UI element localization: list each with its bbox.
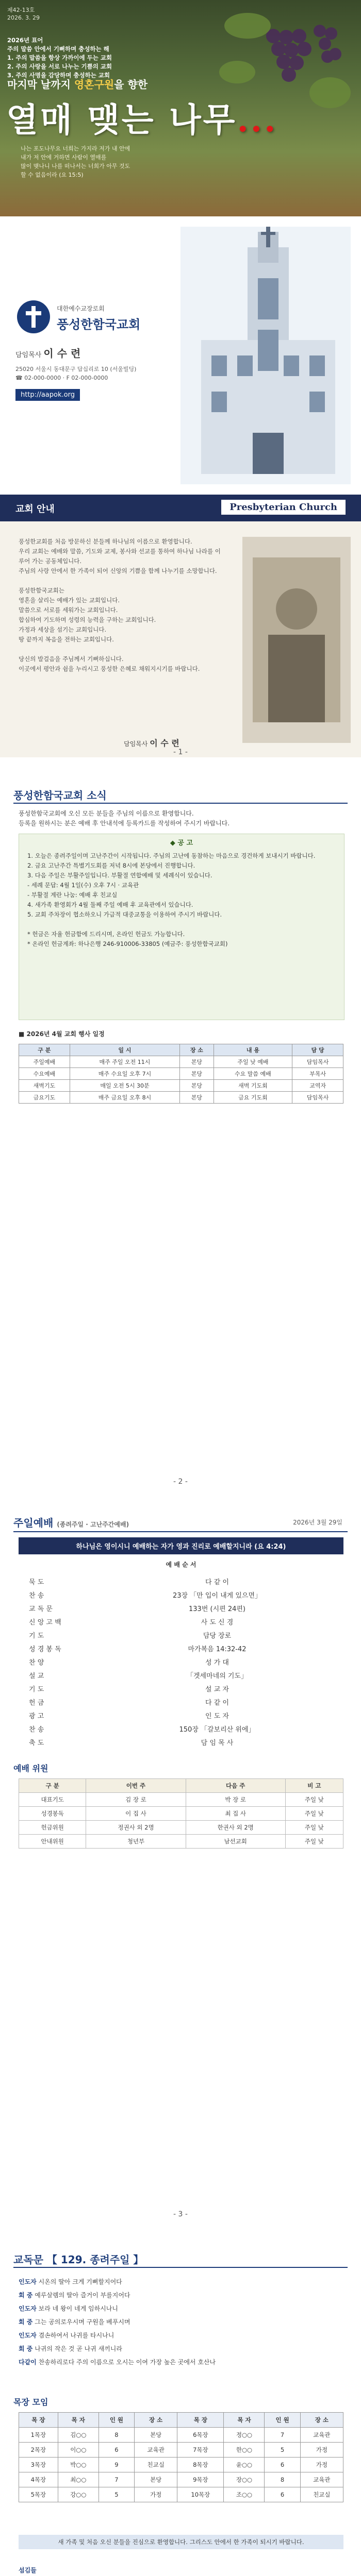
senior-pastor: 담임목사 이 수 련	[15, 347, 81, 360]
worship-committee-title: 예배 위원	[13, 1764, 48, 1773]
cell: 주일 낮	[285, 1807, 343, 1821]
cell: 5목장	[19, 2487, 58, 2502]
table-row	[19, 2443, 343, 2458]
cell: 6	[265, 2458, 300, 2472]
notice-box	[19, 834, 344, 1020]
header-cell: 장 소	[135, 2413, 177, 2428]
cell: 정○○	[224, 2428, 265, 2443]
section-bar	[0, 495, 361, 521]
cell: 새벽 기도회	[214, 1080, 292, 1092]
cell: 수요 말씀 예배	[214, 1068, 292, 1080]
cell: 1목장	[19, 2428, 58, 2443]
news-lead: 풍성한함국교회에 오신 모든 분들을 주님의 이름으로 환영합니다. 등록을 원하시는 분은 예배 후 안내석에 등록카드를 작성하여 주시기 바랍니다.	[19, 810, 230, 827]
cell: 정권사 외 2명	[86, 1821, 186, 1835]
table-row	[19, 1056, 343, 1068]
cell: 부목사	[292, 1068, 343, 1080]
worship-committee-table	[19, 1778, 343, 1849]
order-label: 예 배 순 서	[166, 1561, 196, 1568]
cell: 한권사 외 2명	[186, 1821, 285, 1835]
cell: 이○○	[58, 2443, 99, 2458]
cell: 김 장 로	[86, 1793, 186, 1807]
schedule-table	[19, 1044, 343, 1104]
cell: 친교실	[300, 2487, 343, 2502]
schedule-title: ■ 2026년 4월 교회 행사 일정	[19, 1030, 105, 1038]
cover-heading: 마지막 날까지 영혼구원을 향한	[7, 78, 148, 91]
table-row	[19, 1793, 343, 1807]
table-row	[19, 1835, 343, 1849]
worship-title: 주일예배 (종려주일 · 고난주간예배)	[13, 1517, 129, 1529]
intro-text: 풍성한교회를 처음 방문하신 분들께 하나님의 이름으로 환영합니다. 우리 교회는 예배와 말씀, 기도와 교제, 봉사와 선교를 통하여 하나님 나라를 이루어 가는 공동체입니다. 주님의 사랑 안에서 한 가족이 되어 신앙의 기쁨을 함께 나누기를 소망합니다. 풍성한함국교회는 영혼을 살리는 예배가 있는 교회입니다. 말씀으로 서로를 세워가는 교회입니다. 합심하여 기도하며 성령의 능력을 구하는 교회입니다. 가정과 세상을 섬기는 교회입니다. 땅 끝까지 복음을 전하는 교회입니다. 당신의 발걸음을 주님께서 기뻐하십니다. 이곳에서 평안과 쉼을 누리시고 풍성한 은혜로 채워지시기를 바랍니다.	[19, 538, 221, 672]
cell: 9목장	[177, 2472, 224, 2487]
cell: 안내위원	[19, 1835, 86, 1849]
offer-header-row	[19, 2413, 343, 2428]
cell: 강○○	[58, 2487, 99, 2502]
cell: 새벽기도	[19, 1080, 70, 1092]
title-divider	[13, 2267, 348, 2268]
pastor-photo-image	[242, 537, 351, 743]
cell: 2목장	[19, 2443, 58, 2458]
reading-line: 인도자 시온의 딸아 크게 기뻐할지어다	[19, 2278, 122, 2285]
cover-verse: 나는 포도나무요 너희는 가지라 저가 내 안에 내가 저 안에 거하면 사람이 열매를 많이 맺나니 나를 떠나서는 너희가 아무 것도 할 수 없음이라 (요 15:5)	[21, 145, 130, 178]
committee-header-row	[19, 1779, 343, 1793]
intro-signature: 담임목사 이 수 련	[124, 738, 179, 748]
cell: 교육관	[300, 2428, 343, 2443]
announcement-heading: 섬김들	[19, 2567, 37, 2574]
cell: 8	[99, 2428, 134, 2443]
cell: 김○○	[58, 2428, 99, 2443]
bulletin-page-4	[0, 2226, 361, 2576]
cell: 금요 기도회	[214, 1092, 292, 1104]
cell: 윤○○	[224, 2458, 265, 2472]
schedule-header-row	[19, 1044, 343, 1056]
cell-group-table	[19, 2412, 343, 2502]
page-number-3: - 3 -	[173, 2210, 188, 2218]
table-row	[19, 1080, 343, 1092]
church-name: 풍성한함국교회	[57, 317, 141, 332]
page-number-2: - 2 -	[173, 1478, 188, 1486]
header-cell: 다음 주	[186, 1779, 285, 1793]
header-cell: 목 자	[58, 2413, 99, 2428]
cell-group-title: 목장 모임	[13, 2397, 48, 2407]
table-row	[19, 2487, 343, 2502]
presbyterian-badge: Presbyterian Church	[221, 500, 346, 515]
title-divider	[13, 1531, 348, 1532]
cell: 한○○	[224, 2443, 265, 2458]
cell: 금요기도	[19, 1092, 70, 1104]
cell: 9	[99, 2458, 134, 2472]
header-cell: 목 장	[19, 2413, 58, 2428]
title-divider	[13, 803, 348, 804]
cell: 주일 낮	[285, 1821, 343, 1835]
church-address: 25020 서울시 동대문구 답십리로 10 (서울빌딩) ☎ 02-000-0000 · F 02-000-0000	[15, 366, 137, 381]
motto-text: 2026년 표어 주의 말씀 안에서 기뻐하며 충성하는 해 1. 주의 말씀을 항상 가까이에 두는 교회 2. 주의 사랑을 서로 나누는 기쁨의 교회 3. 주의 사명을 감당하며 충성하는 교회	[7, 37, 112, 79]
cell: 5	[99, 2487, 134, 2502]
cell: 가정	[135, 2487, 177, 2502]
table-row	[19, 1821, 343, 1835]
announcements-list	[19, 2561, 343, 2576]
bulletin-page-3: 주일예배 (종려주일 · 고난주간예배) 2026년 3월 29일 하나님은 영이시니 예배하는 자가 영과 진리로 예배할지니라 (요 4:24) 예 배 순 서 묵 도 다 같 이 찬 송 23장 「만 입이 내게 있으면」 교 독 문 133번 (시편 24편) 신 앙 고 백 사 도 신 경 기 도 담당 장로 성 경 봉 독 마가복음 14:32-42 찬 양 성 가 대 설 교 「겟세마네의 기도」 기 도 설 교 자 헌 금 다 같 이 광 고 인 도 자 찬 송 150장 「갈보리산 위에」 축 도 담 임 목 사 예배 위원 구 분 이번 주 다음 주 비 고 대표기도 김 장 로 박 장 로 주일 낮 성경봉독 이 집 사 최 집 사 주일 낮 헌금위원 정권사 외 2명 한권사 외 2명 주일 낮 안내위원 청년부 남선교회 주일 낮 - 3 -	[0, 1494, 361, 2226]
cell: 7	[99, 2472, 134, 2487]
cell: 주일예배	[19, 1056, 70, 1068]
reading-line: 다같이 찬송하리로다 주의 이름으로 오시는 이여 가장 높은 곳에서 호산나	[19, 2359, 216, 2366]
cell: 수요예배	[19, 1068, 70, 1080]
cell: 6목장	[177, 2428, 224, 2443]
cover-hero	[0, 0, 361, 216]
table-row	[19, 2458, 343, 2472]
cell: 5	[265, 2443, 300, 2458]
cell: 성경봉독	[19, 1807, 86, 1821]
schedule-header: 담 당	[292, 1044, 343, 1056]
cell: 본당	[135, 2472, 177, 2487]
cell: 담임목사	[292, 1092, 343, 1104]
header-cell: 비 고	[285, 1779, 343, 1793]
cell: 친교실	[135, 2458, 177, 2472]
cover-title: 열매 맺는 나무...	[6, 101, 278, 140]
cell: 최○○	[58, 2472, 99, 2487]
church-introduction	[0, 521, 361, 757]
cell: 조○○	[224, 2487, 265, 2502]
header-cell: 장 소	[300, 2413, 343, 2428]
cell: 헌금위원	[19, 1821, 86, 1835]
cell: 본당	[135, 2428, 177, 2443]
cell: 남선교회	[186, 1835, 285, 1849]
header-cell: 인 원	[99, 2413, 134, 2428]
cell: 3목장	[19, 2458, 58, 2472]
reading-line: 회 중 예루살렘의 딸아 즐거이 부를지어다	[19, 2292, 130, 2299]
cell: 본당	[180, 1068, 214, 1080]
cell: 이 집 사	[86, 1807, 186, 1821]
notice-body: 1. 오늘은 종려주일이며 고난주간이 시작됩니다. 주님의 고난에 동참하는 마음으로 경건하게 보내시기 바랍니다. 2. 금요 고난주간 특별기도회를 저녁 8시에 본당에서 진행합니다. 3. 다음 주일은 부활주일입니다. 부활절 연합예배 및 세례식이 있습니다. - 세례 문답: 4월 1일(수) 오후 7시 · 교육관 - 부활절 계란 나눔: 예배 후 친교실 4. 새가족 환영회가 4월 둘째 주일 예배 후 교육관에서 있습니다. 5. 교회 주차장이 협소하오니 가급적 대중교통을 이용하여 주시기 바랍니다. * 헌금은 자율 헌금함에 드리시며, 온라인 헌금도 가능합니다. * 온라인 헌금계좌: 하나은행 246-910006-33805 (예금주: 풍성한함국교회)	[27, 852, 316, 947]
cell: 8	[265, 2472, 300, 2487]
cell: 가정	[300, 2443, 343, 2458]
cell: 8목장	[177, 2458, 224, 2472]
worship-banner: 하나님은 영이시니 예배하는 자가 영과 진리로 예배할지니라 (요 4:24)	[19, 1537, 343, 1554]
cell: 6	[265, 2487, 300, 2502]
cell: 최 집 사	[186, 1807, 285, 1821]
cell: 대표기도	[19, 1793, 86, 1807]
church-guide-label: 교회 안내	[15, 504, 55, 515]
cell: 6	[99, 2443, 134, 2458]
cell: 본당	[180, 1092, 214, 1104]
church-info	[0, 216, 361, 495]
reading-line: 회 중 그는 공의로우시며 구원을 베푸시며	[19, 2318, 130, 2326]
denomination: 대한예수교장로회	[57, 305, 105, 312]
cell: 박○○	[58, 2458, 99, 2472]
bulletin-page-1	[0, 0, 361, 757]
cell: 교역자	[292, 1080, 343, 1092]
table-row	[19, 1068, 343, 1080]
notice-title: ◆ 공 고	[170, 839, 193, 847]
schedule-header: 장 소	[180, 1044, 214, 1056]
cell: 4목장	[19, 2472, 58, 2487]
cell: 10목장	[177, 2487, 224, 2502]
schedule-header: 내 용	[214, 1044, 292, 1056]
schedule-header: 구 분	[19, 1044, 70, 1056]
cell: 주일 낮 예배	[214, 1056, 292, 1068]
responsive-reading-title: 교독문 【 129. 종려주일 】	[13, 2253, 144, 2266]
church-url-link[interactable]: http://aapok.org	[15, 389, 80, 401]
table-row	[19, 1807, 343, 1821]
issue-note: 제42-13호 2026. 3. 29	[7, 7, 40, 21]
header-cell: 이번 주	[86, 1779, 186, 1793]
cell: 박 장 로	[186, 1793, 285, 1807]
cell: 가정	[300, 2458, 343, 2472]
reading-line: 인도자 겸손하여서 나귀를 타시나니	[19, 2332, 114, 2339]
bulletin-page-2	[0, 761, 361, 1493]
cell: 장○○	[224, 2472, 265, 2487]
table-row	[19, 2428, 343, 2443]
cell: 교육관	[135, 2443, 177, 2458]
cell: 매주 주일 오전 11시	[70, 1056, 180, 1068]
church-logo-icon	[15, 299, 52, 335]
cell: 본당	[180, 1080, 214, 1092]
header-cell: 목 자	[224, 2413, 265, 2428]
church-building-image	[180, 227, 351, 484]
cell: 매일 오전 5시 30분	[70, 1080, 180, 1092]
cell: 매주 금요일 오후 8시	[70, 1092, 180, 1104]
header-cell: 구 분	[19, 1779, 86, 1793]
cell: 주일 낮	[285, 1835, 343, 1849]
table-row	[19, 2472, 343, 2487]
reading-line: 인도자 보라 네 왕이 네게 임하시나니	[19, 2305, 118, 2312]
cell: 주일 낮	[285, 1793, 343, 1807]
worship-date: 2026년 3월 29일	[293, 1519, 342, 1526]
cell: 7	[265, 2428, 300, 2443]
welcome-bar: 새 가족 및 처음 오신 분들을 진심으로 환영합니다. 그리스도 안에서 한 가족이 되시기 바랍니다.	[19, 2535, 343, 2549]
header-cell: 목 장	[177, 2413, 224, 2428]
page-number-1: - 1 -	[173, 748, 188, 756]
schedule-header: 일 시	[70, 1044, 180, 1056]
news-title: 풍성한함국교회 소식	[13, 789, 107, 802]
cell: 청년부	[86, 1835, 186, 1849]
cell: 교육관	[300, 2472, 343, 2487]
cell: 담임목사	[292, 1056, 343, 1068]
header-cell: 인 원	[265, 2413, 300, 2428]
table-row	[19, 1092, 343, 1104]
cell: 매주 수요일 오후 7시	[70, 1068, 180, 1080]
cell: 7목장	[177, 2443, 224, 2458]
reading-line: 회 중 나귀의 작은 것 곧 나귀 새끼니라	[19, 2345, 122, 2352]
cell: 본당	[180, 1056, 214, 1068]
